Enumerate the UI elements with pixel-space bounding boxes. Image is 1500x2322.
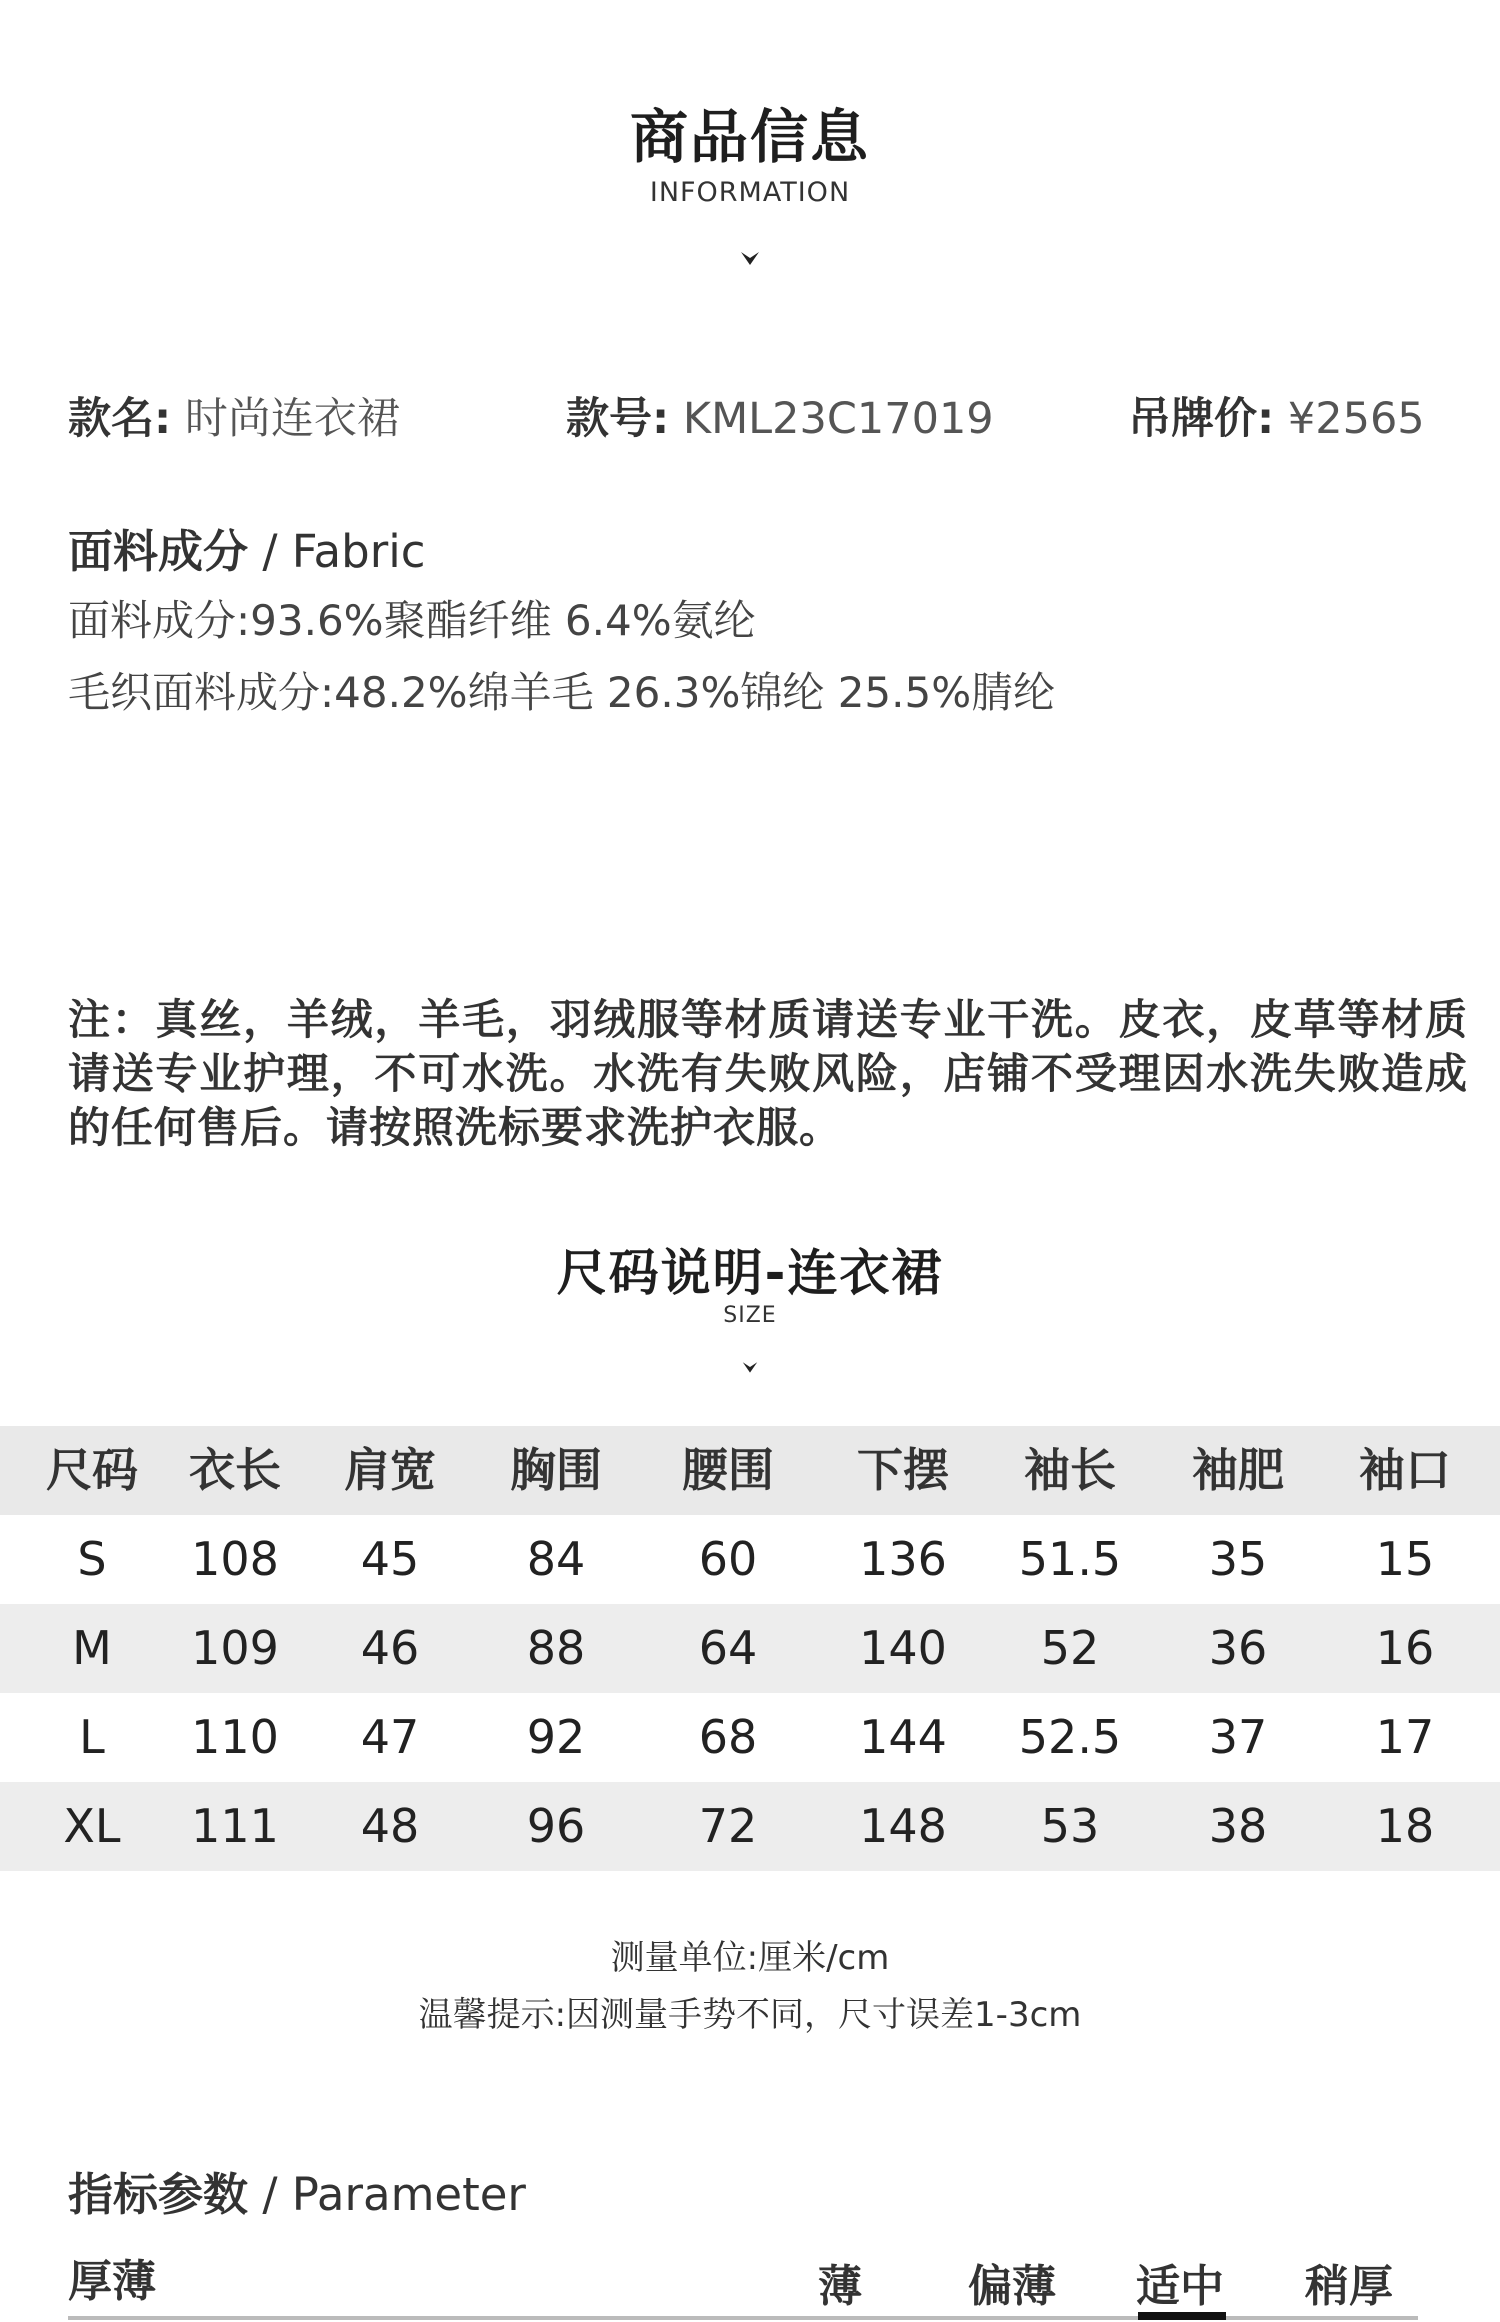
table-row-cell: 17	[1375, 1710, 1435, 1764]
thickness-option-medium: 适中	[1136, 2261, 1224, 2312]
size-table	[0, 1426, 1500, 1880]
size-title: 尺码说明-连衣裙	[556, 1244, 944, 1302]
table-row-cell: 35	[1208, 1532, 1268, 1586]
tag-price-value: ¥2565	[1287, 394, 1425, 444]
table-row-cell: 60	[698, 1532, 758, 1586]
chevron-down-icon	[738, 1355, 762, 1379]
table-row-cell: 108	[191, 1532, 279, 1586]
table-row-cell: 51.5	[1018, 1532, 1122, 1586]
style-number-value: KML23C17019	[682, 394, 994, 444]
fabric-line-2: 毛织面料成分:48.2%绵羊毛 26.3%锦纶 25.5%腈纶	[68, 668, 1056, 717]
table-row-cell: 111	[191, 1799, 279, 1853]
parameter-heading-cn: 指标参数	[68, 2168, 249, 2221]
table-row-cell: 64	[698, 1621, 758, 1675]
thickness-label: 厚薄	[68, 2256, 156, 2307]
table-header-cell: 袖肥	[1192, 1443, 1284, 1497]
table-row-cell: 68	[698, 1710, 758, 1764]
care-note: 注：真丝，羊绒，羊毛，羽绒服等材质请送专业干洗。皮衣，皮草等材质请送专业护理，不可水洗。水洗有失败风险，店铺不受理因水洗失败造成的任何售后。请按照洗标要求洗护衣服。	[68, 995, 1468, 1152]
table-row-cell: 110	[191, 1710, 279, 1764]
table-row-cell: 38	[1208, 1799, 1268, 1853]
table-header-cell: 胸围	[510, 1443, 602, 1497]
table-header-cell: 袖长	[1024, 1443, 1116, 1497]
table-row-cell: 18	[1375, 1799, 1435, 1853]
table-row-cell: 45	[360, 1532, 420, 1586]
table-row-cell: S	[77, 1532, 107, 1586]
parameter-heading-en: Parameter	[291, 2168, 526, 2221]
table-row-cell: 46	[360, 1621, 420, 1675]
table-row-cell: 72	[698, 1799, 758, 1853]
parameter-heading	[68, 2158, 526, 2223]
tag-price	[1128, 385, 1425, 446]
table-row-cell: XL	[63, 1799, 121, 1853]
size-subtitle: SIZE	[723, 1303, 777, 1328]
table-row	[0, 1604, 1500, 1693]
fabric-heading	[68, 515, 425, 580]
table-row-cell: 144	[859, 1710, 947, 1764]
thickness-option-thin: 薄	[818, 2261, 862, 2312]
table-row-cell: 15	[1375, 1532, 1435, 1586]
style-name	[68, 385, 400, 446]
thickness-option-slightly-thick: 稍厚	[1305, 2261, 1393, 2312]
table-header-cell: 下摆	[857, 1443, 949, 1497]
info-subtitle: INFORMATION	[649, 177, 851, 208]
table-header-cell: 尺码	[46, 1443, 138, 1497]
parameter-heading-sep: /	[248, 2168, 292, 2221]
thickness-option-slightly-thin: 偏薄	[968, 2261, 1056, 2312]
table-row	[0, 1515, 1500, 1604]
table-row	[0, 1782, 1500, 1871]
table-row-cell: 36	[1208, 1621, 1268, 1675]
table-row-cell: 84	[526, 1532, 586, 1586]
fabric-heading-en: Fabric	[291, 525, 426, 578]
table-row-cell: 16	[1375, 1621, 1435, 1675]
table-header-cell: 衣长	[189, 1443, 281, 1497]
fabric-heading-sep: /	[248, 525, 292, 578]
table-row-cell: 140	[859, 1621, 947, 1675]
unit-note: 测量单位:厘米/cm	[610, 1938, 890, 1978]
style-number	[566, 385, 994, 446]
table-row-cell: 109	[191, 1621, 279, 1675]
table-header-cell: 腰围	[682, 1443, 774, 1497]
table-row-cell: M	[72, 1621, 112, 1675]
table-row-cell: 136	[859, 1532, 947, 1586]
chevron-down-icon	[735, 243, 765, 273]
table-row-cell: L	[79, 1710, 105, 1764]
table-row-cell: 53	[1040, 1799, 1100, 1853]
table-row-cell: 148	[859, 1799, 947, 1853]
table-row-cell: 92	[526, 1710, 586, 1764]
table-row-cell: 37	[1208, 1710, 1268, 1764]
info-title: 商品信息	[629, 103, 870, 171]
style-name-value: 时尚连衣裙	[184, 394, 400, 444]
table-row-cell: 88	[526, 1621, 586, 1675]
fabric-heading-cn: 面料成分	[68, 525, 249, 578]
style-number-label: 款号:	[566, 394, 670, 444]
tag-price-label: 吊牌价:	[1128, 394, 1275, 444]
table-header-cell: 肩宽	[344, 1443, 436, 1497]
tip-note: 温馨提示:因测量手势不同，尺寸误差1-3cm	[418, 1995, 1082, 2035]
table-row-cell: 47	[360, 1710, 420, 1764]
thickness-selected-marker	[1138, 2312, 1226, 2320]
table-row-cell: 52	[1040, 1621, 1100, 1675]
table-row-cell: 52.5	[1018, 1710, 1122, 1764]
table-row-cell: 96	[526, 1799, 586, 1853]
table-row-cell: 48	[360, 1799, 420, 1853]
table-row	[0, 1693, 1500, 1782]
fabric-line-1: 面料成分:93.6%聚酯纤维 6.4%氨纶	[68, 596, 756, 645]
style-name-label: 款名:	[68, 394, 172, 444]
table-header	[0, 1426, 1500, 1515]
table-header-cell: 袖口	[1359, 1443, 1451, 1497]
